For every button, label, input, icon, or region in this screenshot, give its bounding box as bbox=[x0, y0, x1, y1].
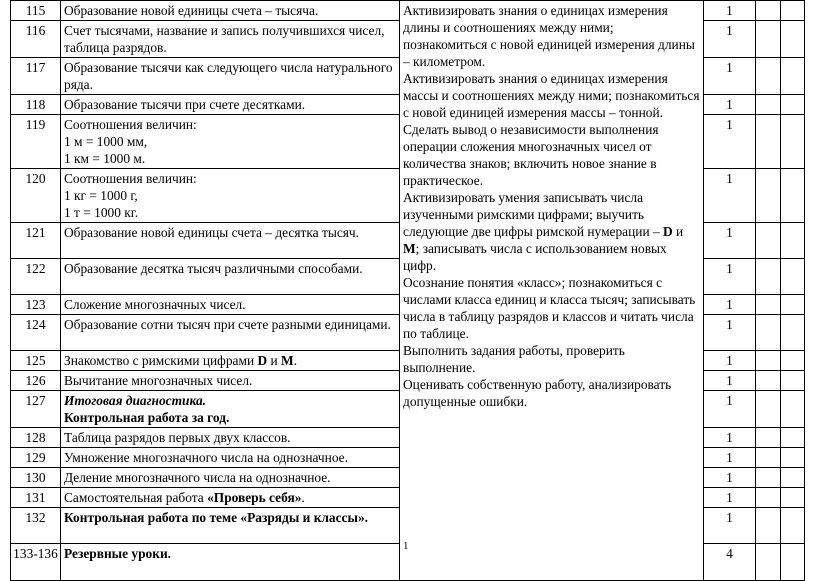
roman-numeral-m: М bbox=[403, 241, 416, 256]
empty-cell bbox=[781, 544, 805, 581]
goal-paragraph: Осознание понятия «класс»; познакомиться с числами класса единиц и класса тысяч; записывать числа в таблицу разрядов и классов и читать числа по таблице. bbox=[403, 275, 696, 341]
goal-paragraph bbox=[403, 189, 700, 274]
lesson-number: 124 bbox=[11, 315, 61, 351]
empty-cell bbox=[756, 58, 781, 95]
page-number: 1 bbox=[403, 540, 409, 552]
empty-cell bbox=[781, 58, 805, 95]
lesson-topic: Таблица разрядов первых двух классов. bbox=[61, 428, 400, 448]
topic-text: Знакомство с римскими цифрами bbox=[64, 353, 258, 368]
lesson-topic: Умножение многозначного числа на однозначное. bbox=[61, 448, 400, 468]
lesson-hours: 1 bbox=[704, 95, 756, 115]
empty-cell bbox=[781, 371, 805, 391]
lesson-topic: Образование тысячи как следующего числа натурального ряда. bbox=[61, 58, 400, 95]
lesson-hours: 1 bbox=[704, 351, 756, 371]
lesson-number: 128 bbox=[11, 428, 61, 448]
lesson-number: 123 bbox=[11, 295, 61, 315]
lesson-number: 133-136 bbox=[11, 544, 61, 581]
goal-paragraph: Выполнить задания работы, проверить выполнение. bbox=[403, 343, 625, 375]
empty-cell bbox=[756, 488, 781, 508]
lesson-number: 118 bbox=[11, 95, 61, 115]
empty-cell bbox=[781, 115, 805, 169]
empty-cell bbox=[781, 295, 805, 315]
topic-line: Соотношения величин: bbox=[64, 171, 197, 186]
goal-paragraph: Активизировать знания о единицах измерения длины и соотношениях между ними; познакомиться с новой единицей измерения длины – километром. bbox=[403, 3, 695, 69]
lesson-number: 122 bbox=[11, 259, 61, 295]
empty-cell bbox=[756, 169, 781, 223]
lesson-topic: Образование новой единицы счета – тысяча. bbox=[61, 1, 400, 21]
topic-line: 1 км = 1000 м. bbox=[64, 151, 146, 166]
topic-text: Самостоятельная работа bbox=[64, 490, 208, 505]
lesson-hours: 1 bbox=[704, 468, 756, 488]
lesson-hours: 1 bbox=[704, 21, 756, 58]
lesson-hours: 1 bbox=[704, 391, 756, 428]
empty-cell bbox=[781, 488, 805, 508]
lesson-goals-cell bbox=[400, 1, 704, 581]
goal-text: Активизировать умения записывать числа изученными римскими цифрами; выучить следующие две цифры римской нумерации – bbox=[403, 190, 664, 239]
lesson-number: 119 bbox=[11, 115, 61, 169]
topic-line: 1 т = 1000 кг. bbox=[64, 205, 139, 220]
empty-cell bbox=[756, 508, 781, 544]
lesson-hours: 1 bbox=[704, 58, 756, 95]
empty-cell bbox=[756, 351, 781, 371]
lesson-topic: Образование тысячи при счете десятками. bbox=[61, 95, 400, 115]
topic-text: . bbox=[301, 490, 305, 505]
empty-cell bbox=[781, 508, 805, 544]
lesson-number: 117 bbox=[11, 58, 61, 95]
lesson-topic bbox=[61, 115, 400, 169]
empty-cell bbox=[781, 1, 805, 21]
topic-text: и bbox=[267, 353, 282, 368]
empty-cell bbox=[756, 428, 781, 448]
empty-cell bbox=[756, 115, 781, 169]
lesson-hours: 1 bbox=[704, 371, 756, 391]
empty-cell bbox=[756, 448, 781, 468]
lesson-number: 116 bbox=[11, 21, 61, 58]
empty-cell bbox=[781, 428, 805, 448]
lesson-hours: 1 bbox=[704, 448, 756, 468]
topic-test-title: Контрольная работа за год. bbox=[64, 410, 230, 425]
lesson-topic: Резервные уроки. bbox=[61, 544, 400, 581]
lesson-topic bbox=[61, 351, 400, 371]
goal-text: и bbox=[672, 224, 684, 239]
lesson-number: 121 bbox=[11, 223, 61, 259]
topic-line: 1 кг = 1000 г, bbox=[64, 188, 138, 203]
goal-paragraph: Активизировать знания о единицах измерения массы и соотношениях между ними; познакомиться с новой единицей измерения массы – тонной. bbox=[403, 71, 700, 120]
goal-paragraph: Сделать вывод о независимости выполнения операции сложения многозначных чисел от количества знаков; включить новое знание в практическое. bbox=[403, 122, 659, 188]
lesson-topic: Образование десятка тысяч различными способами. bbox=[61, 259, 400, 295]
lesson-hours: 1 bbox=[704, 508, 756, 544]
lesson-number: 126 bbox=[11, 371, 61, 391]
lesson-hours: 1 bbox=[704, 295, 756, 315]
empty-cell bbox=[756, 371, 781, 391]
lesson-hours: 1 bbox=[704, 488, 756, 508]
lesson-topic: Сложение многозначных чисел. bbox=[61, 295, 400, 315]
empty-cell bbox=[781, 21, 805, 58]
lesson-topic: Деление многозначного числа на однозначное. bbox=[61, 468, 400, 488]
topic-text: . bbox=[293, 353, 298, 368]
goal-paragraph: Оценивать собственную работу, анализировать допущенные ошибки. bbox=[403, 377, 672, 409]
roman-numeral-m: М bbox=[281, 353, 294, 368]
lesson-hours: 1 bbox=[704, 259, 756, 295]
lesson-topic: Контрольная работа по теме «Разряды и классы». bbox=[61, 508, 400, 544]
empty-cell bbox=[756, 95, 781, 115]
empty-cell bbox=[756, 1, 781, 21]
empty-cell bbox=[756, 295, 781, 315]
empty-cell bbox=[756, 468, 781, 488]
lesson-number: 125 bbox=[11, 351, 61, 371]
empty-cell bbox=[756, 259, 781, 295]
lesson-topic bbox=[61, 169, 400, 223]
empty-cell bbox=[781, 315, 805, 351]
lesson-number: 131 bbox=[11, 488, 61, 508]
empty-cell bbox=[756, 391, 781, 428]
lesson-number: 129 bbox=[11, 448, 61, 468]
topic-line: 1 м = 1000 мм, bbox=[64, 134, 148, 149]
topic-bold-text: «Проверь себя» bbox=[207, 490, 302, 505]
lesson-topic: Образование новой единицы счета – десятка тысяч. bbox=[61, 223, 400, 259]
roman-numeral-d: D bbox=[257, 353, 268, 368]
lesson-topic: Вычитание многозначных чисел. bbox=[61, 371, 400, 391]
lesson-hours: 1 bbox=[704, 315, 756, 351]
lesson-number: 115 bbox=[11, 1, 61, 21]
empty-cell bbox=[781, 448, 805, 468]
lesson-number: 132 bbox=[11, 508, 61, 544]
empty-cell bbox=[781, 391, 805, 428]
empty-cell bbox=[756, 223, 781, 259]
lesson-number: 130 bbox=[11, 468, 61, 488]
lesson-topic bbox=[61, 391, 400, 428]
goal-text: ; записывать числа с использованием новых цифр. bbox=[403, 241, 667, 273]
empty-cell bbox=[781, 259, 805, 295]
empty-cell bbox=[756, 544, 781, 581]
lesson-number: 127 bbox=[11, 391, 61, 428]
roman-numeral-d: D bbox=[663, 224, 673, 239]
lesson-plan-table bbox=[10, 0, 805, 581]
table-row bbox=[11, 1, 805, 21]
lesson-hours: 1 bbox=[704, 115, 756, 169]
lesson-number: 120 bbox=[11, 169, 61, 223]
lesson-topic: Образование сотни тысяч при счете разными единицами. bbox=[61, 315, 400, 351]
topic-diagnostic-title: Итоговая диагностика. bbox=[64, 393, 206, 408]
empty-cell bbox=[781, 351, 805, 371]
lesson-topic: Счет тысячами, название и запись получившихся чисел, таблица разрядов. bbox=[61, 21, 400, 58]
lesson-hours: 4 bbox=[704, 544, 756, 581]
empty-cell bbox=[781, 223, 805, 259]
lesson-hours: 1 bbox=[704, 428, 756, 448]
empty-cell bbox=[756, 315, 781, 351]
lesson-hours: 1 bbox=[704, 1, 756, 21]
lesson-hours: 1 bbox=[704, 223, 756, 259]
empty-cell bbox=[781, 468, 805, 488]
empty-cell bbox=[781, 169, 805, 223]
empty-cell bbox=[756, 21, 781, 58]
topic-line: Соотношения величин: bbox=[64, 117, 197, 132]
lesson-topic bbox=[61, 488, 400, 508]
empty-cell bbox=[781, 95, 805, 115]
lesson-hours: 1 bbox=[704, 169, 756, 223]
